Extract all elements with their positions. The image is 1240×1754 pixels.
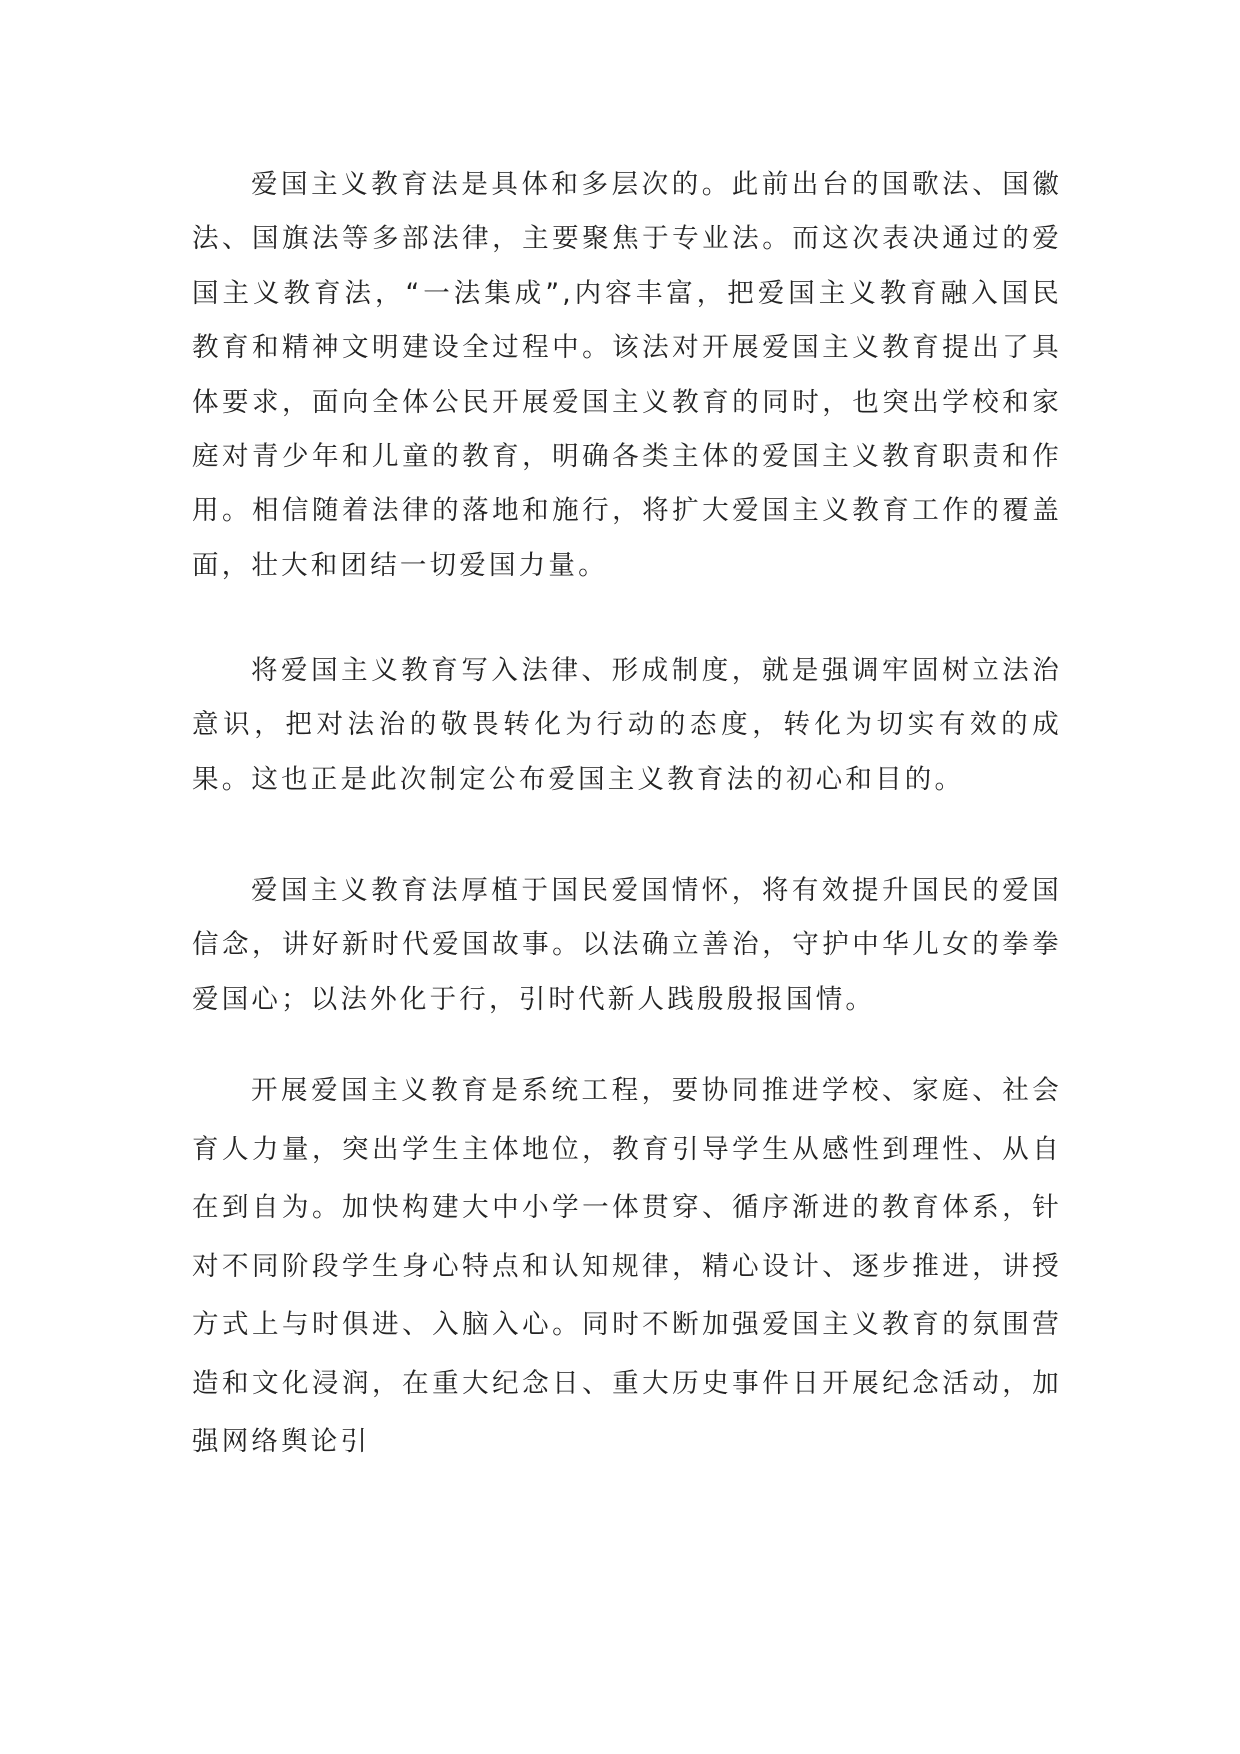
paragraph-3: 爱国主义教育法厚植于国民爱国情怀，将有效提升国民的爱国信念，讲好新时代爱国故事。以法确立善治，守护中华儿女的拳拳爱国心；以法外化于行，引时代新人践殷殷报国情。 bbox=[192, 875, 1062, 1015]
paragraph-1: 爱国主义教育法是具体和多层次的。此前出台的国歌法、国徽法、国旗法等多部法律，主要聚焦于专业法。而这次表决通过的爱国主义教育法，“一法集成”,内容丰富，把爱国主义教育融入国民教育和精神文明建设全过程中。该法对开展爱国主义教育提出了具体要求，面向全体公民开展爱国主义教育的同时，也突出学校和家庭对青少年和儿童的教育，明确各类主体的爱国主义教育职责和作用。相信随着法律的落地和施行，将扩大爱国主义教育工作的覆盖面，壮大和团结一切爱国力量。 bbox=[192, 169, 1062, 581]
paragraph-4: 开展爱国主义教育是系统工程，要协同推进学校、家庭、社会育人力量，突出学生主体地位，教育引导学生从感性到理性、从自在到自为。加快构建大中小学一体贯穿、循序渐进的教育体系，针对不同阶段学生身心特点和认知规律，精心设计、逐步推进，讲授方式上与时俱进、入脑入心。同时不断加强爱国主义教育的氛围营造和文化浸润，在重大纪念日、重大历史事件日开展纪念活动，加强网络舆论引 bbox=[192, 1075, 1062, 1457]
paragraph-2: 将爱国主义教育写入法律、形成制度，就是强调牢固树立法治意识，把对法治的敬畏转化为行动的态度，转化为切实有效的成果。这也正是此次制定公布爱国主义教育法的初心和目的。 bbox=[192, 655, 1062, 795]
